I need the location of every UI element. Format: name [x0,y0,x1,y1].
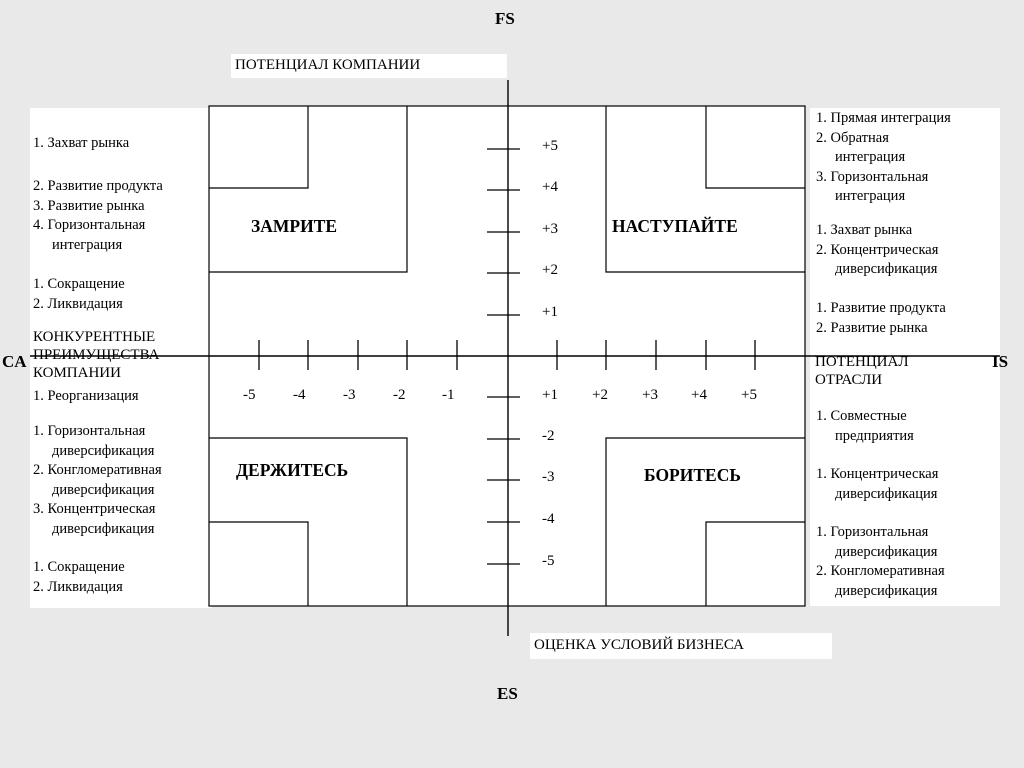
y-tick-label: +1 [542,304,558,320]
x-tick-label: +1 [542,387,558,403]
left-top-list-1 [33,134,129,154]
y-tick-label: -5 [542,553,555,569]
list-item: 1. Совместные [816,408,907,424]
pole-ca: CA [2,352,27,371]
y-tick-label: -3 [542,469,555,485]
list-item-cont: предприятия [835,427,914,444]
notch-bottom-left [209,522,308,606]
axis-label-left-line: КОНКУРЕНТНЫЕ [33,329,156,345]
left-bottom-list-3 [33,558,125,597]
axis-label-left-line: ПРЕИМУЩЕСТВА [33,347,160,363]
x-tick-label: +3 [642,387,658,403]
notch-top-right [706,106,805,188]
quadrant-title-bottom-right: БОРИТЕСЬ [644,465,741,485]
x-tick-label: +2 [592,387,608,403]
x-tick-label: -2 [393,387,406,403]
right-top-list-2 [816,221,938,280]
pole-es: ES [497,684,518,703]
left-top-list-3 [33,275,125,314]
pole-is: IS [992,352,1009,371]
right-bottom-list-1 [816,407,914,446]
axis-label-right [815,353,909,389]
list-item: 1. Сокращение [33,559,125,575]
list-item: 2. Ликвидация [33,578,123,595]
quadrant-title-top-right: НАСТУПАЙТЕ [612,216,738,236]
right-top-list-1 [816,109,951,207]
list-item-cont: интеграция [52,236,123,253]
y-tick-label: -2 [542,428,555,444]
quadrant-title-bottom-left: ДЕРЖИТЕСЬ [236,460,349,480]
x-tick-label: +4 [691,387,707,403]
list-item: 3. Концентрическая [33,501,156,517]
quadrant-title-top-left: ЗАМРИТЕ [251,216,338,236]
pole-fs: FS [495,9,515,28]
y-tick-label: -4 [542,511,555,527]
list-item: 2. Ликвидация [33,295,123,312]
list-item: 1. Реорганизация [33,388,139,404]
x-tick-label: -1 [442,387,455,403]
list-item: 1. Прямая интеграция [816,110,951,126]
y-tick-label: +2 [542,262,558,278]
list-item-cont: диверсификация [52,442,155,459]
list-item: 3. Развитие рынка [33,197,145,214]
right-top-list-3 [816,299,946,338]
axis-label-right-line: ПОТЕНЦИАЛ [815,354,909,370]
list-item: 1. Захват рынка [816,222,913,238]
list-item-cont: диверсификация [835,261,938,277]
list-item: 2. Развитие продукта [33,178,163,194]
axis-label-top: ПОТЕНЦИАЛ КОМПАНИИ [231,54,507,78]
list-item: 2. Развитие рынка [816,319,928,336]
list-item: 2. Обратная [816,129,889,146]
list-item: 1. Горизонтальная [33,423,146,439]
right-bottom-list-3 [816,523,945,601]
list-item-cont: интеграция [835,149,906,165]
list-item-cont: диверсификация [52,481,155,498]
list-item: 4. Горизонтальная [33,217,146,233]
list-item: 2. Концентрическая [816,241,939,258]
right-bottom-list-2 [816,465,938,504]
list-item: 1. Захват рынка [33,135,130,151]
axis-label-left-line: КОМПАНИИ [33,365,121,381]
y-tick-label: +3 [542,221,558,237]
list-item-cont: диверсификация [835,582,938,599]
notch-top-left [209,106,308,188]
list-item: 2. Конгломеративная [33,462,162,478]
y-tick-label: +4 [542,179,558,195]
notch-bottom-right [706,522,805,606]
list-item: 1. Сокращение [33,276,125,292]
list-item: 3. Горизонтальная [816,168,929,185]
list-item-cont: интеграция [835,188,906,204]
axis-label-bottom: ОЦЕНКА УСЛОВИЙ БИЗНЕСА [530,633,832,659]
list-item: 2. Конгломеративная [816,563,945,579]
x-tick-label: -5 [243,387,256,403]
list-item: 1. Горизонтальная [816,524,929,540]
x-tick-label: -3 [343,387,356,403]
list-item-cont: диверсификация [52,520,155,537]
list-item-cont: диверсификация [835,485,938,502]
axis-label-right-line: ОТРАСЛИ [815,372,883,388]
list-item-cont: диверсификация [835,543,938,560]
left-bottom-list-2 [33,422,162,539]
list-item: 1. Концентрическая [816,466,939,482]
list-item: 1. Развитие продукта [816,300,946,316]
left-bottom-list-1 [33,387,139,407]
x-tick-label: -4 [293,387,306,403]
axis-label-left [33,328,159,382]
y-tick-label: +5 [542,138,558,154]
x-tick-label: +5 [741,387,757,403]
left-top-list-2 [33,177,163,255]
